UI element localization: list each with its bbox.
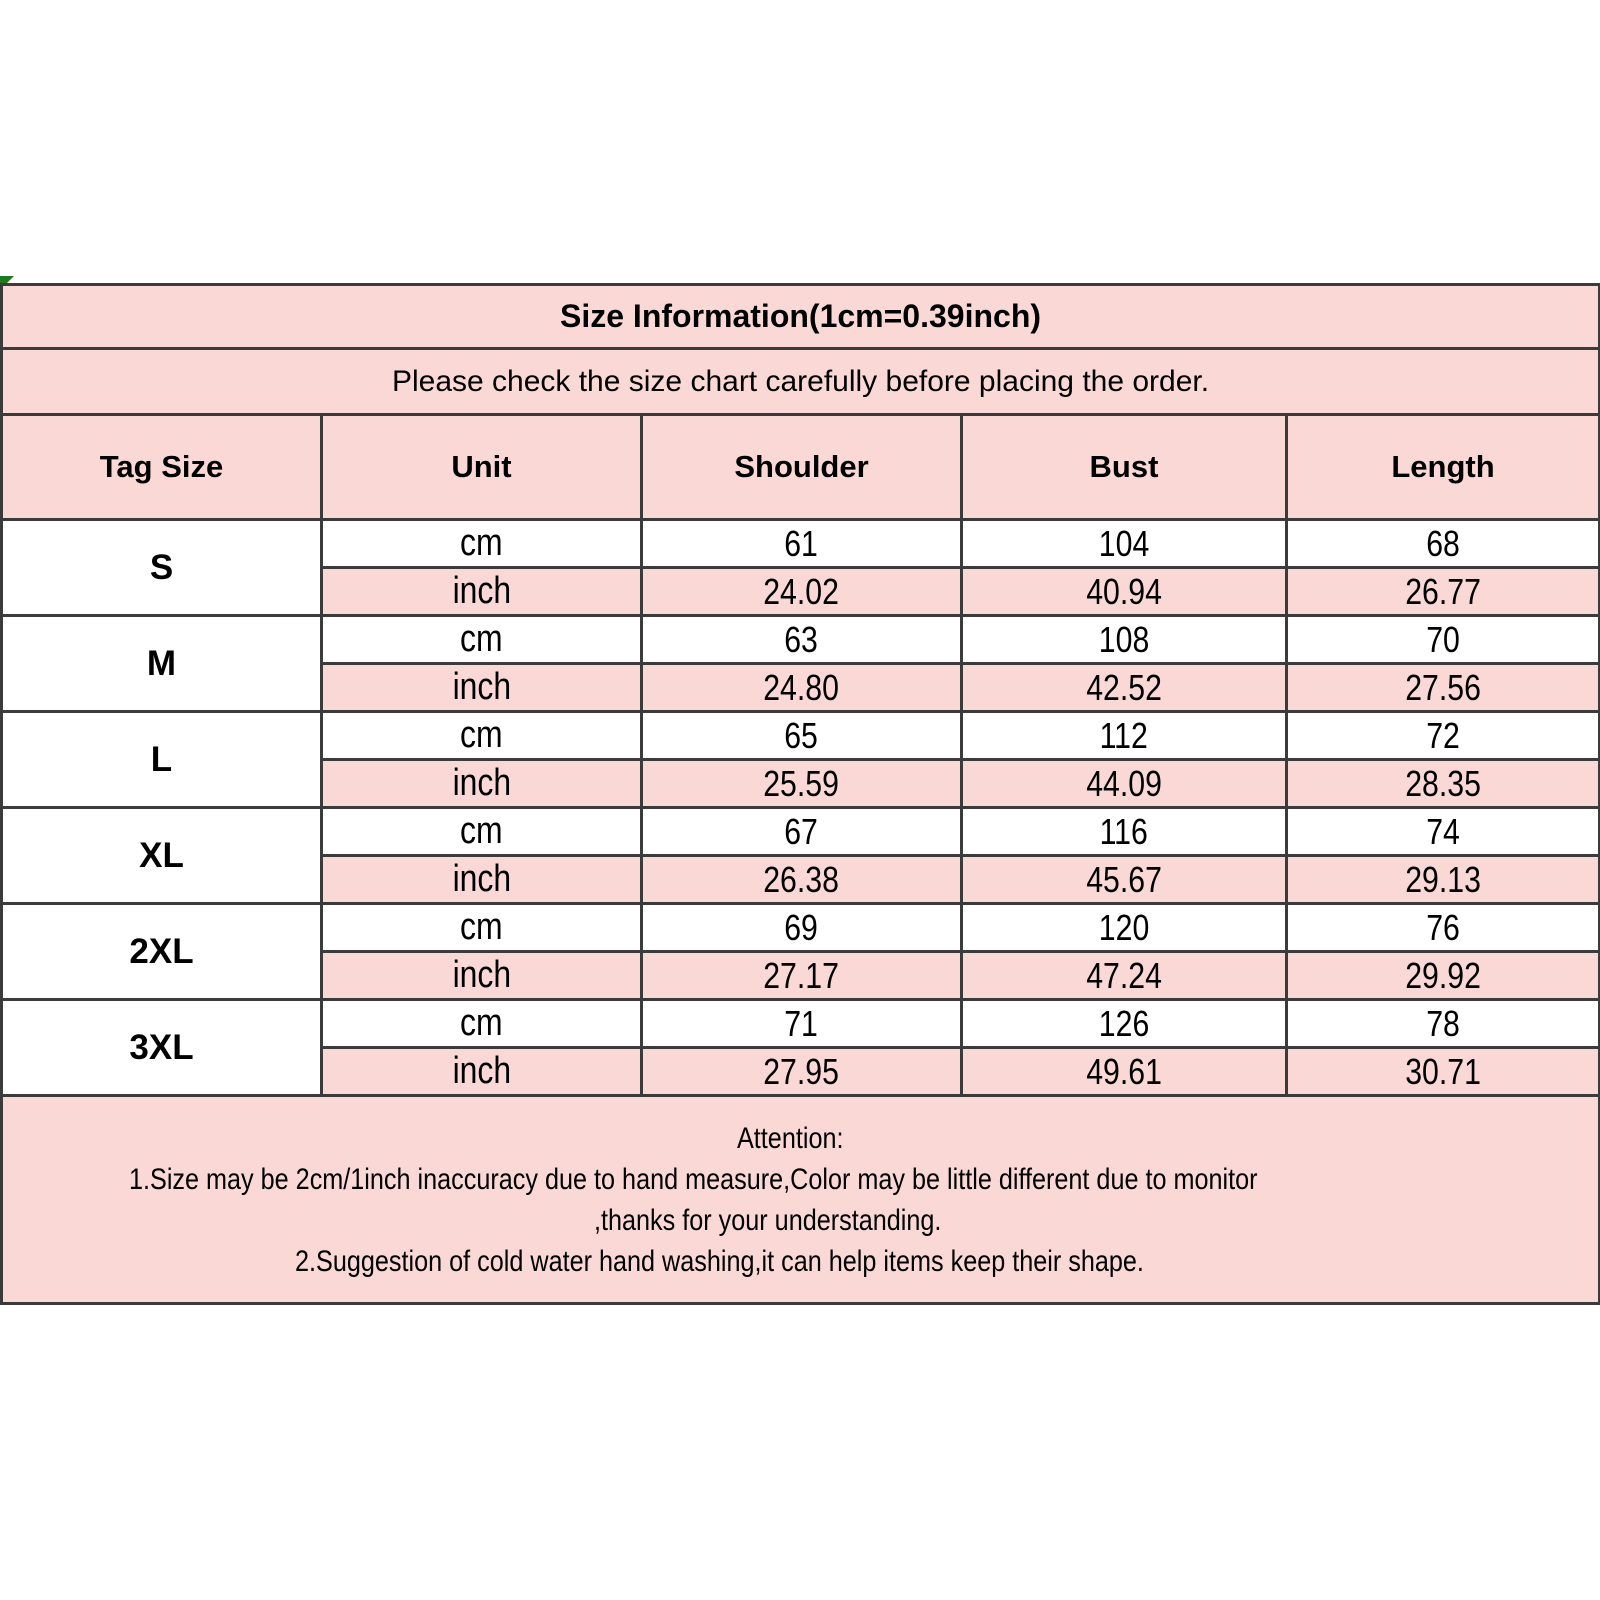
- value-shoulder: 67: [784, 810, 819, 852]
- size-label-3xl: 3XL: [2, 1000, 322, 1096]
- value-cell: [642, 1048, 962, 1096]
- value-cell: [1287, 712, 1600, 760]
- value-bust: 42.52: [1086, 666, 1162, 708]
- value-cell: [642, 616, 962, 664]
- unit-cell: [322, 904, 642, 952]
- value-shoulder: 24.02: [763, 570, 840, 612]
- unit-cell: [322, 616, 642, 664]
- unit-label: inch: [452, 954, 511, 996]
- value-bust: 44.09: [1086, 762, 1162, 804]
- value-cell: [642, 808, 962, 856]
- value-cell: [642, 568, 962, 616]
- size-label-s: S: [2, 520, 322, 616]
- unit-label: inch: [452, 1050, 511, 1092]
- value-length: 68: [1426, 522, 1460, 564]
- value-length: 72: [1426, 714, 1460, 756]
- value-length: 30.71: [1405, 1050, 1481, 1092]
- size-label-2xl: 2XL: [2, 904, 322, 1000]
- value-bust: 40.94: [1086, 570, 1162, 612]
- value-shoulder: 61: [784, 522, 819, 564]
- value-shoulder: 27.95: [763, 1050, 840, 1092]
- value-length: 29.92: [1405, 954, 1481, 996]
- unit-label: cm: [460, 618, 503, 660]
- unit-label: cm: [460, 810, 503, 852]
- unit-cell: [322, 520, 642, 568]
- unit-cell: [322, 664, 642, 712]
- size-label-m: M: [2, 616, 322, 712]
- value-cell: [1287, 808, 1600, 856]
- unit-label: inch: [452, 570, 511, 612]
- value-bust: 126: [1098, 1002, 1150, 1044]
- size-chart-subtitle: Please check the size chart carefully before placing the order.: [2, 349, 1600, 415]
- value-cell: [642, 520, 962, 568]
- value-length: 76: [1426, 906, 1460, 948]
- unit-cell: [322, 856, 642, 904]
- value-bust: 104: [1098, 522, 1150, 564]
- value-length: 74: [1426, 810, 1460, 852]
- unit-label: cm: [460, 1002, 503, 1044]
- value-bust: 47.24: [1086, 954, 1162, 996]
- value-cell: [962, 520, 1287, 568]
- value-cell: [642, 856, 962, 904]
- unit-cell: [322, 952, 642, 1000]
- attention-line-3: 2.Suggestion of cold water hand washing,it can help items keep their shape.: [295, 1244, 1145, 1278]
- value-cell: [962, 664, 1287, 712]
- value-bust: 116: [1099, 810, 1149, 852]
- value-cell: [962, 1000, 1287, 1048]
- unit-cell: [322, 1048, 642, 1096]
- size-chart-container: [0, 283, 1598, 1305]
- value-length: 28.35: [1405, 762, 1481, 804]
- value-cell: [962, 856, 1287, 904]
- value-cell: [962, 808, 1287, 856]
- value-bust: 112: [1099, 714, 1149, 756]
- value-cell: [962, 904, 1287, 952]
- unit-label: inch: [452, 858, 511, 900]
- unit-label: inch: [452, 762, 511, 804]
- unit-cell: [322, 712, 642, 760]
- value-cell: [642, 664, 962, 712]
- value-cell: [1287, 904, 1600, 952]
- col-header-bust: Bust: [962, 415, 1287, 520]
- value-shoulder: 25.59: [763, 762, 840, 804]
- value-cell: [1287, 568, 1600, 616]
- value-cell: [1287, 952, 1600, 1000]
- size-chart-table: [0, 283, 1600, 1305]
- value-cell: [1287, 856, 1600, 904]
- value-cell: [962, 568, 1287, 616]
- unit-cell: [322, 808, 642, 856]
- unit-label: cm: [460, 906, 503, 948]
- attention-heading: Attention:: [737, 1121, 844, 1155]
- size-label-l: L: [2, 712, 322, 808]
- col-header-unit: Unit: [322, 415, 642, 520]
- attention-line-1: 1.Size may be 2cm/1inch inaccuracy due to hand measure,Color may be little different due to monitor: [128, 1162, 1258, 1196]
- value-cell: [962, 712, 1287, 760]
- unit-cell: [322, 760, 642, 808]
- value-cell: [642, 760, 962, 808]
- value-cell: [1287, 760, 1600, 808]
- value-shoulder: 71: [784, 1002, 819, 1044]
- value-shoulder: 24.80: [763, 666, 840, 708]
- value-cell: [642, 712, 962, 760]
- unit-cell: [322, 568, 642, 616]
- unit-cell: [322, 1000, 642, 1048]
- col-header-tag-size: Tag Size: [2, 415, 322, 520]
- unit-label: cm: [460, 714, 503, 756]
- value-bust: 45.67: [1086, 858, 1162, 900]
- value-cell: [1287, 520, 1600, 568]
- value-length: 29.13: [1405, 858, 1481, 900]
- value-cell: [1287, 1000, 1600, 1048]
- value-cell: [642, 904, 962, 952]
- value-length: 70: [1426, 618, 1460, 660]
- value-cell: [642, 952, 962, 1000]
- col-header-shoulder: Shoulder: [642, 415, 962, 520]
- size-chart-title: Size Information(1cm=0.39inch): [2, 285, 1600, 349]
- value-cell: [962, 616, 1287, 664]
- unit-label: inch: [452, 666, 511, 708]
- size-label-xl: XL: [2, 808, 322, 904]
- value-bust: 108: [1098, 618, 1150, 660]
- attention-block: [2, 1096, 1600, 1304]
- value-cell: [962, 760, 1287, 808]
- value-bust: 49.61: [1086, 1050, 1162, 1092]
- value-length: 27.56: [1405, 666, 1481, 708]
- value-cell: [962, 1048, 1287, 1096]
- value-length: 78: [1426, 1002, 1460, 1044]
- value-shoulder: 63: [784, 618, 819, 660]
- attention-line-2: ,thanks for your understanding.: [593, 1203, 942, 1237]
- value-bust: 120: [1098, 906, 1150, 948]
- col-header-length: Length: [1287, 415, 1600, 520]
- value-shoulder: 69: [784, 906, 819, 948]
- value-shoulder: 26.38: [763, 858, 840, 900]
- value-length: 26.77: [1405, 570, 1481, 612]
- value-shoulder: 27.17: [763, 954, 840, 996]
- unit-label: cm: [460, 522, 503, 564]
- value-cell: [1287, 1048, 1600, 1096]
- value-cell: [1287, 664, 1600, 712]
- value-cell: [1287, 616, 1600, 664]
- value-cell: [642, 1000, 962, 1048]
- value-cell: [962, 952, 1287, 1000]
- value-shoulder: 65: [784, 714, 819, 756]
